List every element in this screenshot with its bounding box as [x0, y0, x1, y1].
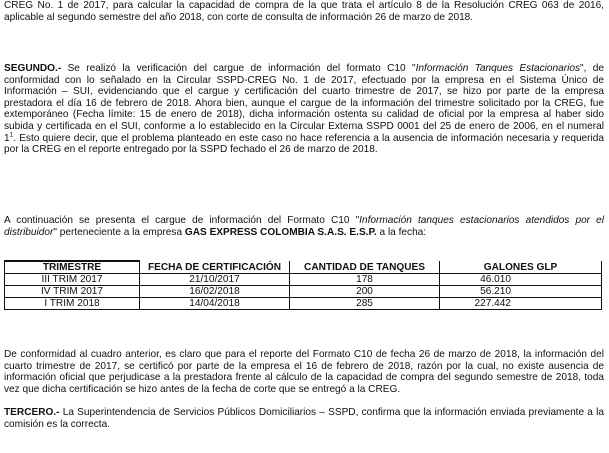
cell-trimestre: IV TRIM 2017 [5, 286, 140, 298]
cell-fecha: 21/10/2017 [140, 274, 290, 286]
header-cantidad: CANTIDAD DE TANQUES [290, 261, 440, 274]
paragraph-table-intro [4, 215, 604, 238]
company-name: GAS EXPRESS COLOMBIA S.A.S. E.S.P. [184, 226, 377, 238]
paragraph-tercero [4, 407, 604, 430]
footnote-ref: 1 [9, 131, 14, 139]
table-intro-text-1: A continuación se presenta el cargue de información del Formato C10 " [4, 215, 360, 226]
table-intro-emphasis: Información tanques estacionarios atendidos por el distribuidor [4, 215, 604, 238]
tercero-text: La Superintendencia de Servicios Públicos Domiciliarios – SSPD, confirma que la información enviada previamente a la comisión es la correcta. [4, 407, 604, 430]
tercero-heading: TERCERO.- [4, 407, 60, 418]
cell-fecha: 14/04/2018 [140, 298, 290, 310]
cell-cantidad: 178 [290, 274, 440, 286]
segundo-text-1: Se realizó la verificación del cargue de información del formato C10 " [61, 63, 416, 74]
table-intro-text-2: " perteneciente a la empresa [53, 226, 185, 238]
table-intro-text-3: a la fecha: [376, 226, 427, 238]
cell-trimestre: III TRIM 2017 [5, 274, 140, 286]
segundo-emphasis: Información Tanques Estacionarios [415, 63, 581, 74]
header-galones: GALONES GLP [440, 261, 602, 274]
paragraph-segundo [4, 63, 604, 156]
header-fecha: FECHA DE CERTIFICACIÓN [140, 261, 290, 274]
table-row [5, 298, 602, 310]
segundo-text-2: ", de conformidad con lo señalado en la Circular SSPD-CREG No. 1 de 2017, efectuado por la empresa en el Sistema Único de Información – SUI, evidenciando que el cargue y certificación del cuarto trimestre de 2017, se hizo por parte de la empresa prestadora el día 16 de febrero de 2018. Ahora bien, aunque el cargue de la información del trimestre solicitado por la CREG, fue extemporáneo (Fecha límite: 15 de enero de 2018), dicha información ostenta su calidad de oficial por la empresa al haber sido subida y certificada en el SUI, conforme a lo establecido en la Circular Externa SSPD 0001 del 25 de enero de 2006, en el numeral 1 [4, 63, 604, 144]
cell-galones: 227.442 [440, 298, 602, 310]
cell-cantidad: 200 [290, 286, 440, 298]
table-row [5, 274, 602, 286]
cell-galones: 56.210 [440, 286, 602, 298]
certification-table [4, 260, 602, 310]
table-row [5, 286, 602, 298]
cell-cantidad: 285 [290, 298, 440, 310]
table-header-row [5, 261, 602, 274]
header-trimestre: TRIMESTRE [5, 261, 140, 274]
paragraph-conclusion: De conformidad al cuadro anterior, es claro que para el reporte del Formato C10 de fecha 26 de marzo de 2018, la información del cuarto trimestre de 2017, se certificó por parte de la empresa el 16 de febrero de 2018, razón por la cual, no existe ausencia de información oficial que perjudicase a la prestadora frente al cálculo de la capacidad de compra del segundo semestre de 2018, toda vez que dicha certificación se hizo antes de la fecha de corte que se entregó a la CREG. [4, 349, 604, 395]
segundo-heading: SEGUNDO.- [4, 63, 62, 74]
cell-galones: 46.010 [440, 274, 602, 286]
cell-trimestre: I TRIM 2018 [5, 298, 140, 310]
cell-fecha: 16/02/2018 [140, 286, 290, 298]
segundo-text-3: . Esto quiere decir, que el problema planteado en este caso no hace referencia a la ausencia de información necesaria y requerida por la CREG en el reporte entregado por la SSPD fechado el 26 de marzo de 2018. [4, 132, 604, 156]
paragraph-intro: CREG No. 1 de 2017, para calcular la capacidad de compra de la que trata el artículo 8 de la Resolución CREG 063 de 2016, aplicable al segundo semestre del año 2018, con corte de consulta de información 26 de marzo de 2018. [4, 0, 604, 23]
